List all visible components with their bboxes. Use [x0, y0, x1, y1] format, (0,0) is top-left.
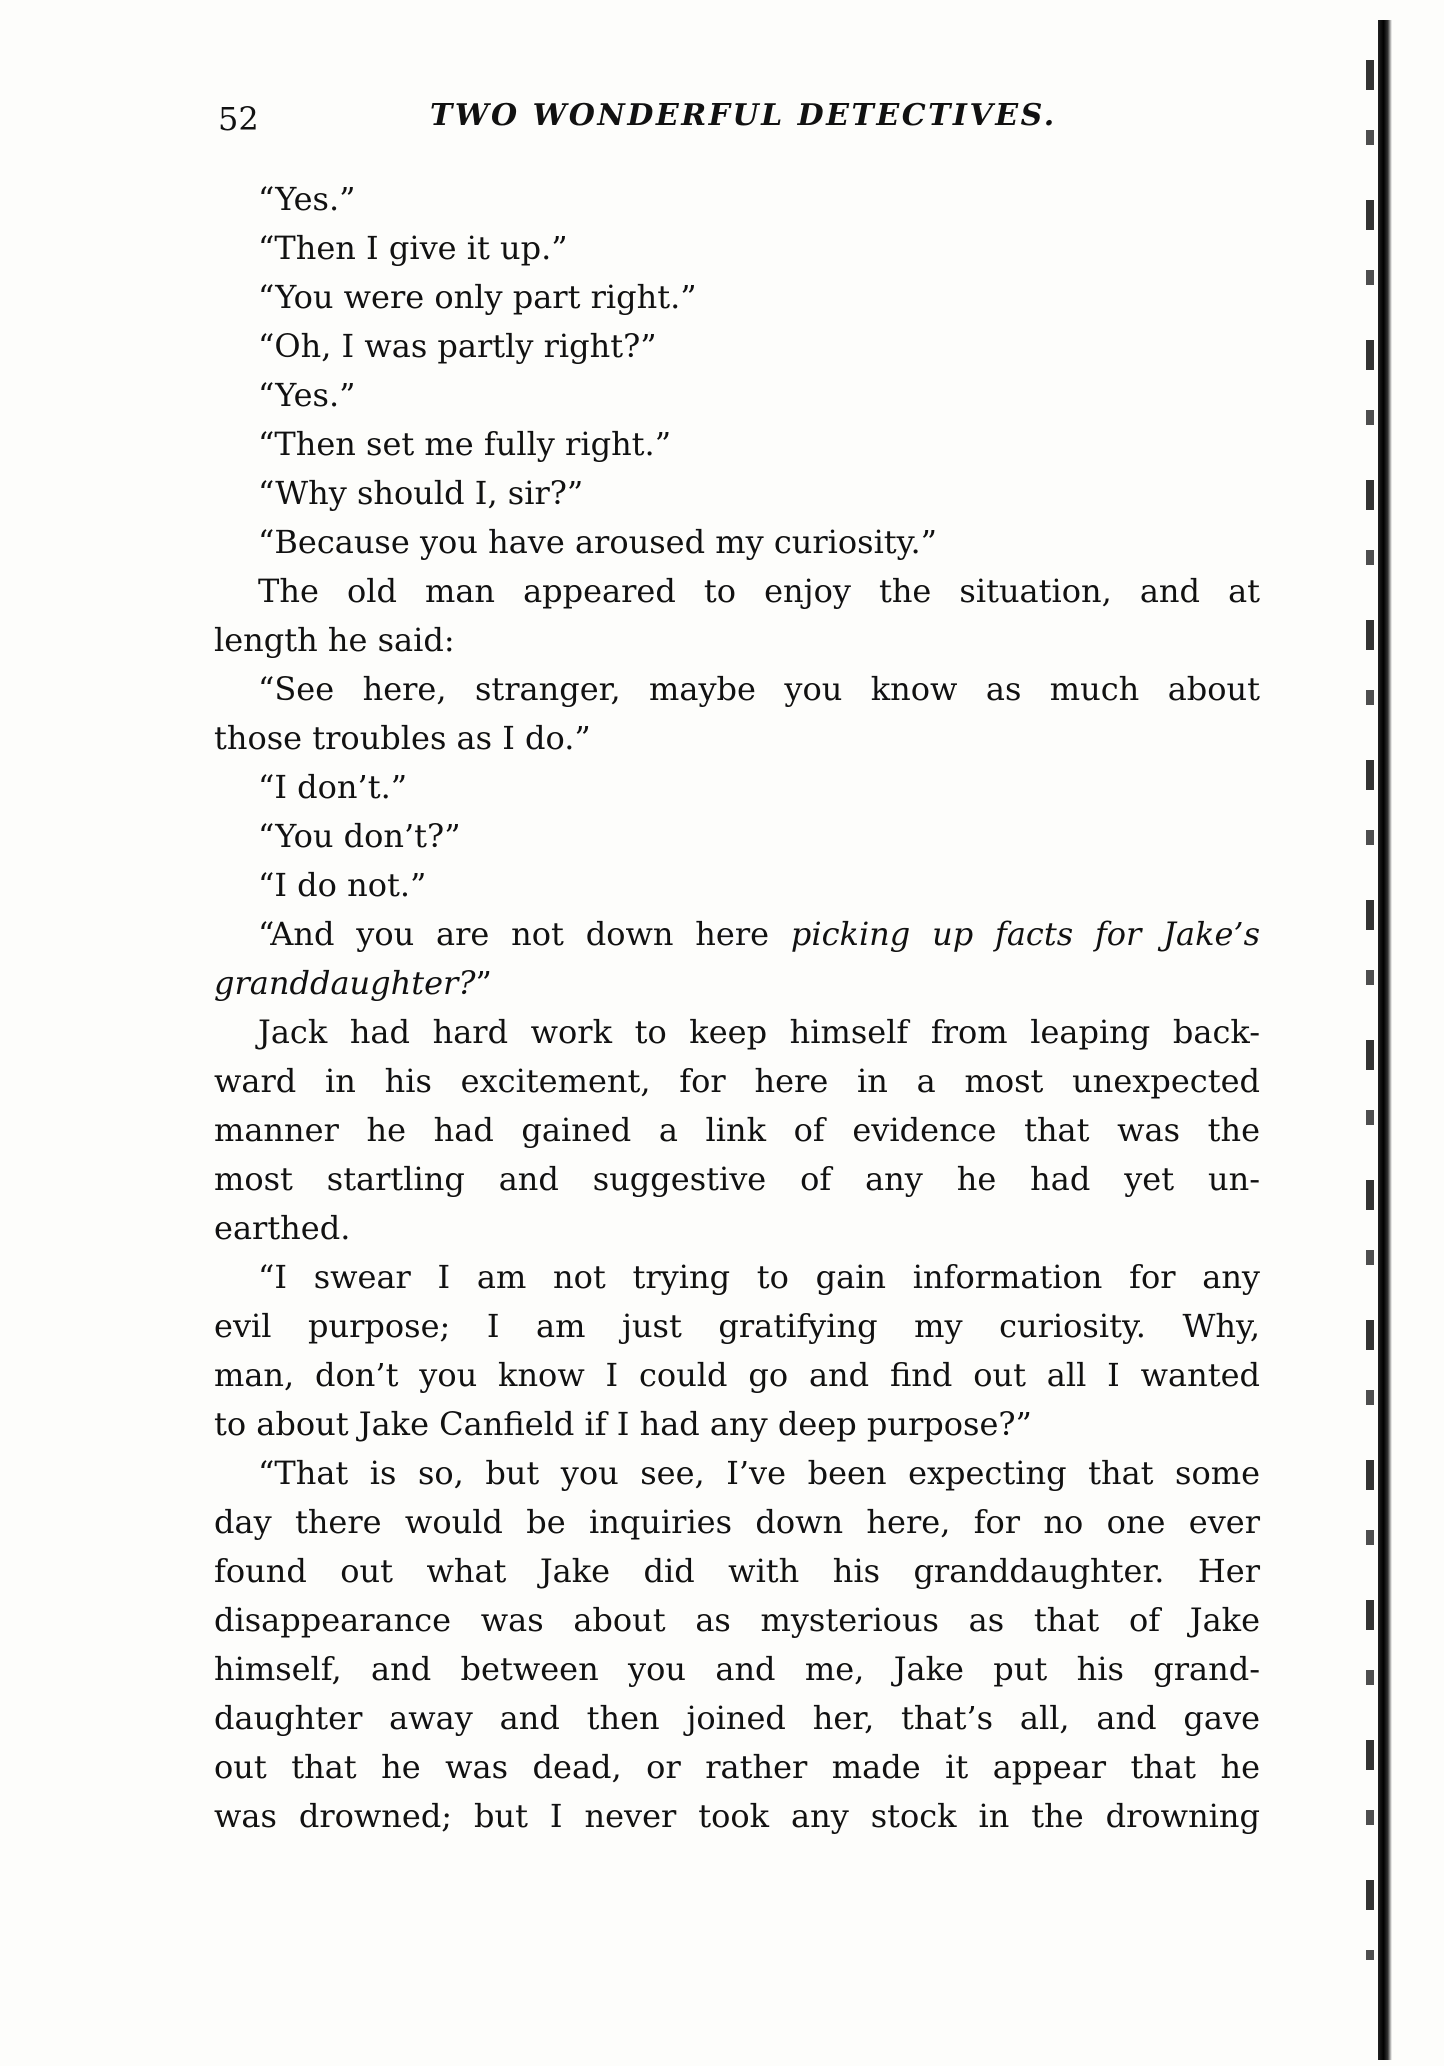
text-line	[214, 1253, 1260, 1302]
text-line	[214, 371, 1260, 420]
text-segment: those troubles as I do.”	[214, 719, 591, 757]
page-body-text	[214, 175, 1260, 1841]
text-segment: earthed.	[214, 1209, 351, 1247]
text-line	[214, 1694, 1260, 1743]
text-line	[214, 322, 1260, 371]
text-segment: “I do not.”	[258, 866, 427, 904]
page-number: 52	[218, 100, 259, 138]
text-segment: out that he was dead, or rather made it appear that he	[214, 1748, 1260, 1786]
text-line	[214, 224, 1260, 273]
text-line	[214, 959, 1260, 1008]
text-segment: ward in his excitement, for here in a most unexpected	[214, 1062, 1260, 1100]
text-line	[214, 1743, 1260, 1792]
text-segment: “Then I give it up.”	[258, 229, 568, 267]
text-line	[214, 1400, 1260, 1449]
text-segment: “I don’t.”	[258, 768, 408, 806]
text-segment: “That is so, but you see, I’ve been expecting that some	[258, 1454, 1260, 1492]
text-line	[214, 1302, 1260, 1351]
text-segment: “Yes.”	[258, 376, 356, 414]
text-segment: “Oh, I was partly right?”	[258, 327, 657, 365]
text-line	[214, 763, 1260, 812]
text-segment: manner he had gained a link of evidence that was the	[214, 1111, 1260, 1149]
text-segment: himself, and between you and me, Jake put his grand-	[214, 1650, 1260, 1688]
text-line	[214, 861, 1260, 910]
text-segment: most startling and suggestive of any he had yet un-	[214, 1160, 1260, 1198]
text-line	[214, 665, 1260, 714]
text-line	[214, 1204, 1260, 1253]
text-segment: length he said:	[214, 621, 455, 659]
text-segment: ”	[475, 964, 492, 1002]
italic-text: granddaughter?	[214, 964, 476, 1002]
text-segment: “Why should I, sir?”	[258, 474, 584, 512]
text-segment: disappearance was about as mysterious as that of Jake	[214, 1601, 1260, 1639]
text-line	[214, 273, 1260, 322]
text-line	[214, 812, 1260, 861]
text-segment: daughter away and then joined her, that’s all, and gave	[214, 1699, 1260, 1737]
text-line	[214, 714, 1260, 763]
text-line	[214, 1645, 1260, 1694]
text-segment: “Then set me fully right.”	[258, 425, 672, 463]
text-line	[214, 469, 1260, 518]
text-line	[214, 1449, 1260, 1498]
text-segment: evil purpose; I am just gratifying my curiosity. Why,	[214, 1307, 1260, 1345]
text-segment: Jack had hard work to keep himself from leaping back-	[258, 1013, 1260, 1051]
text-line	[214, 518, 1260, 567]
scan-edge-shadow	[1366, 60, 1374, 1960]
text-line	[214, 420, 1260, 469]
scan-page-edge	[1378, 20, 1392, 2060]
text-line	[214, 1547, 1260, 1596]
text-segment: found out what Jake did with his granddaughter. Her	[214, 1552, 1260, 1590]
text-line	[214, 1351, 1260, 1400]
text-line	[214, 910, 1260, 959]
text-line	[214, 1792, 1260, 1841]
text-segment: “And you are not down here	[258, 915, 791, 953]
text-line	[214, 1155, 1260, 1204]
running-title: TWO WONDERFUL DETECTIVES.	[430, 98, 1057, 133]
text-line	[214, 616, 1260, 665]
text-segment: day there would be inquiries down here, for no one ever	[214, 1503, 1260, 1541]
text-segment: “You were only part right.”	[258, 278, 697, 316]
italic-text: picking up facts for Jake’s	[790, 915, 1261, 953]
text-line	[214, 1596, 1260, 1645]
text-segment: “You don’t?”	[258, 817, 461, 855]
text-line	[214, 1008, 1260, 1057]
text-segment: “Because you have aroused my curiosity.”	[258, 523, 938, 561]
text-line	[214, 567, 1260, 616]
text-segment: man, don’t you know I could go and find out all I wanted	[214, 1356, 1260, 1394]
text-line	[214, 1057, 1260, 1106]
text-segment: The old man appeared to enjoy the situation, and at	[258, 572, 1260, 610]
text-segment: “Yes.”	[258, 180, 356, 218]
text-line	[214, 1106, 1260, 1155]
text-segment: to about Jake Canfield if I had any deep purpose?”	[214, 1405, 1032, 1443]
text-line	[214, 1498, 1260, 1547]
text-segment: “I swear I am not trying to gain information for any	[258, 1258, 1260, 1296]
text-line	[214, 175, 1260, 224]
text-segment: was drowned; but I never took any stock in the drowning	[214, 1797, 1260, 1835]
text-segment: “See here, stranger, maybe you know as much about	[258, 670, 1260, 708]
